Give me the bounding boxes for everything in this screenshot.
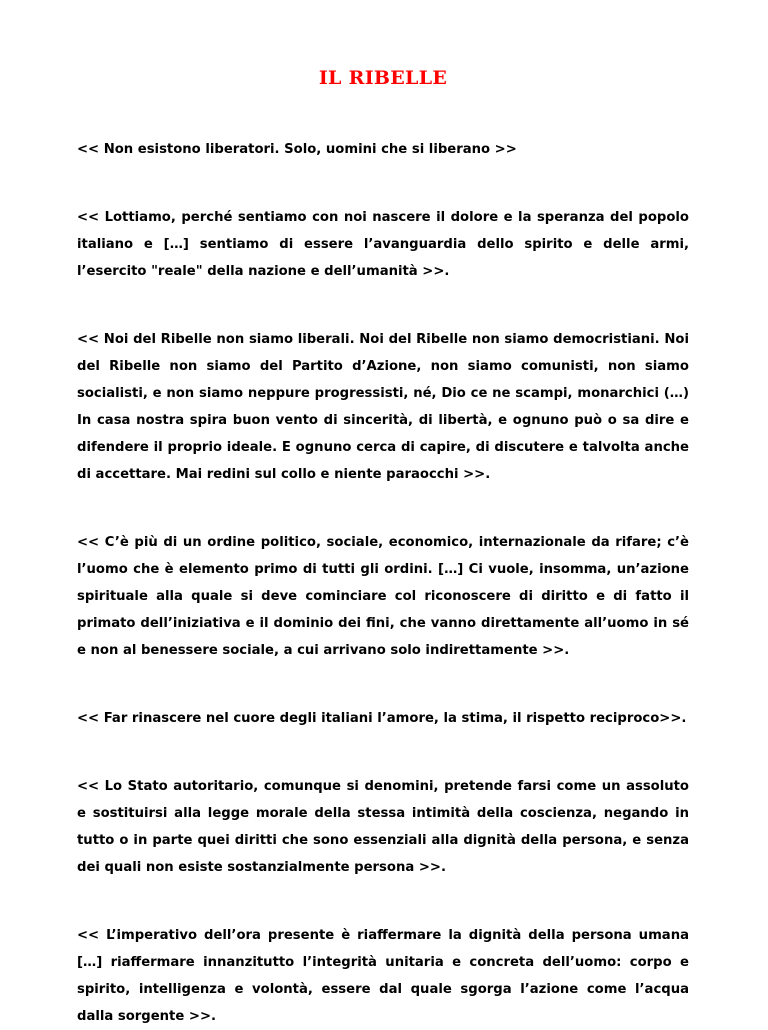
quote-2: << Lottiamo, perché sentiamo con noi nascere il dolore e la speranza del popolo italiano e […] sentiamo di essere l’avanguardia dello spirito e delle armi, l’esercito "reale" della nazione e dell’umanità >>.	[77, 210, 689, 279]
quote-3: << Noi del Ribelle non siamo liberali. Noi del Ribelle non siamo democristiani. Noi del Ribelle non siamo del Partito d’Azione, non siamo comunisti, non siamo socialisti, e non siamo neppure progressisti, né, Dio ce ne scampi, monarchici (…) In casa nostra spira buon vento di sincerità, di libertà, e ognuno può o sa dire e difendere il proprio ideale. E ognuno cerca di capire, di discutere e talvolta anche di accettare. Mai redini sul collo e niente paraocchi >>.	[77, 332, 689, 482]
quote-7: << L’imperativo dell’ora presente è riaffermare la dignità della persona umana […] riaffermare innanzitutto l’integrità unitaria e concreta dell’uomo: corpo e spirito, intelligenza e volontà, essere dal quale sgorga l’azione come l’acqua dalla sorgente >>.	[77, 928, 689, 1024]
quote-4: << C’è più di un ordine politico, sociale, economico, internazionale da rifare; c’è l’uomo che è elemento primo di tutti gli ordini. […] Ci vuole, insomma, un’azione spirituale alla quale si deve cominciare col riconoscere di diritto e di fatto il primato dell’iniziativa e il dominio dei fini, che vanno direttamente all’uomo in sé e non al benessere sociale, a cui arrivano solo indirettamente >>.	[77, 535, 689, 658]
document-title: IL RIBELLE	[318, 67, 448, 89]
quote-6: << Lo Stato autoritario, comunque si denomini, pretende farsi come un assoluto e sostituirsi alla legge morale della stessa intimità della coscienza, negando in tutto o in parte quei diritti che sono essenziali alla dignità della persona, e senza dei quali non esiste sostanzialmente persona >>.	[77, 779, 689, 875]
quote-5: << Far rinascere nel cuore degli italiani l’amore, la stima, il rispetto reciproco>>.	[77, 711, 687, 726]
quote-1: << Non esistono liberatori. Solo, uomini che si liberano >>	[77, 142, 517, 157]
